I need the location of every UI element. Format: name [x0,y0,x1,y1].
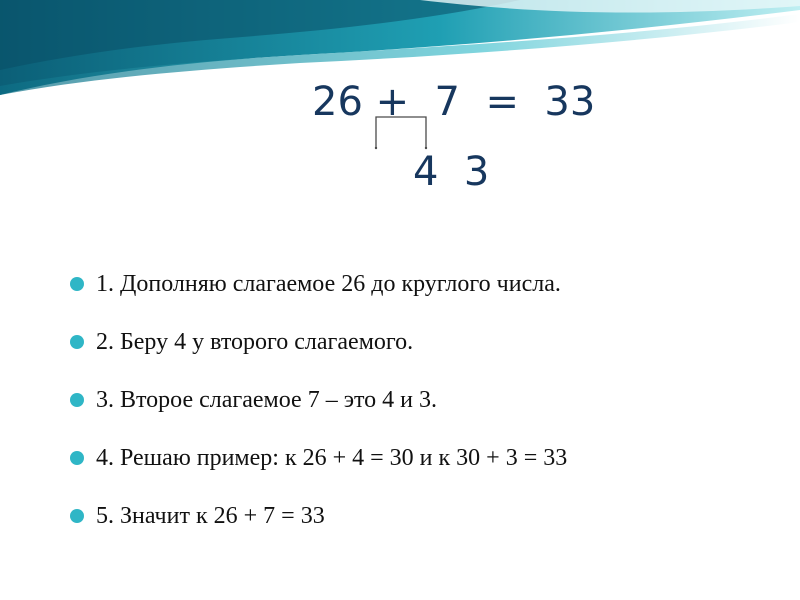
list-item [70,487,567,545]
step-text: 1. Дополняю слагаемое 26 до круглого числа. [96,270,561,297]
circle-bullet-icon [70,393,84,407]
equation-heading: 26 + 7 = 33 [312,79,596,125]
list-item [70,313,567,371]
decomposition-bracket-icon [370,114,430,150]
step-text: 2. Беру 4 у второго слагаемого. [96,328,414,355]
list-item [70,255,567,313]
circle-bullet-icon [70,509,84,523]
circle-bullet-icon [70,451,84,465]
steps-list [70,255,567,545]
step-text: 4. Решаю пример: к 26 + 4 = 30 и к 30 + 3 = 33 [96,444,568,471]
step-text: 5. Значит к 26 + 7 = 33 [96,502,325,529]
decomposition-numbers: 4 3 [413,149,490,195]
list-item [70,429,567,487]
step-text: 3. Второе слагаемое 7 – это 4 и 3. [96,386,438,413]
circle-bullet-icon [70,277,84,291]
list-item [70,371,567,429]
circle-bullet-icon [70,335,84,349]
